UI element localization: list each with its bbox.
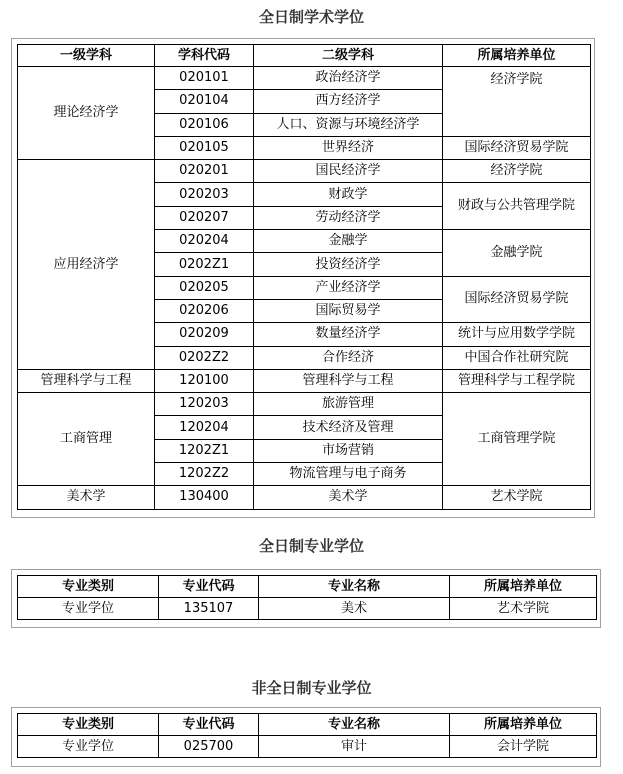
unit-cell: 工商管理学院 (443, 393, 591, 486)
code-cell: 120100 (155, 369, 254, 392)
subject-cell: 世界经济 (254, 136, 443, 159)
subject-cell: 投资经济学 (254, 253, 443, 276)
professional-section-title: 全日制专业学位 (258, 537, 364, 555)
code-cell: 020206 (155, 299, 254, 322)
major-cell: 美术 (259, 598, 450, 620)
header-cell: 二级学科 (254, 45, 443, 67)
subject-cell: 劳动经济学 (254, 206, 443, 229)
unit-cell: 统计与应用数学学院 (443, 323, 591, 346)
parttime-table (17, 713, 597, 758)
table-row (18, 486, 591, 509)
code-cell: 120203 (155, 393, 254, 416)
subject-cell: 物流管理与电子商务 (254, 463, 443, 486)
code-cell: 1202Z1 (155, 439, 254, 462)
unit-cell: 艺术学院 (450, 598, 597, 620)
code-cell: 020106 (155, 113, 254, 136)
subject-cell: 管理科学与工程 (254, 369, 443, 392)
header-cell: 专业类别 (18, 576, 159, 598)
subject-cell: 美术学 (254, 486, 443, 509)
table-row (18, 598, 597, 620)
header-cell: 所属培养单位 (443, 45, 591, 67)
subject-cell: 财政学 (254, 183, 443, 206)
code-cell: 025700 (159, 736, 259, 758)
unit-cell: 财政与公共管理学院 (443, 183, 591, 230)
category-cell: 专业学位 (18, 736, 159, 758)
code-cell: 020203 (155, 183, 254, 206)
unit-cell: 中国合作社研究院 (443, 346, 591, 369)
unit-cell: 会计学院 (450, 736, 597, 758)
code-cell: 1202Z2 (155, 463, 254, 486)
unit-cell: 国际经济贸易学院 (443, 136, 591, 159)
header-cell: 专业代码 (159, 576, 259, 598)
category-cell: 专业学位 (18, 598, 159, 620)
subject-cell: 国民经济学 (254, 160, 443, 183)
subject-cell: 金融学 (254, 230, 443, 253)
subject-cell: 合作经济 (254, 346, 443, 369)
subject-cell: 西方经济学 (254, 90, 443, 113)
subject-cell: 旅游管理 (254, 393, 443, 416)
header-cell: 所属培养单位 (450, 576, 597, 598)
code-cell: 020104 (155, 90, 254, 113)
subject-cell: 数量经济学 (254, 323, 443, 346)
subject-cell: 产业经济学 (254, 276, 443, 299)
discipline-cell: 管理科学与工程 (18, 369, 155, 392)
table-row (18, 67, 591, 90)
professional-table (17, 575, 597, 620)
table-row (18, 369, 591, 392)
table-header-row (18, 714, 597, 736)
code-cell: 0202Z2 (155, 346, 254, 369)
unit-cell: 经济学院 (443, 67, 591, 137)
header-cell: 专业代码 (159, 714, 259, 736)
major-cell: 审计 (259, 736, 450, 758)
code-cell: 020201 (155, 160, 254, 183)
header-cell: 一级学科 (18, 45, 155, 67)
code-cell: 135107 (159, 598, 259, 620)
unit-cell: 管理科学与工程学院 (443, 369, 591, 392)
subject-cell: 市场营销 (254, 439, 443, 462)
table-row (18, 393, 591, 416)
academic-table (17, 44, 591, 510)
subject-cell: 国际贸易学 (254, 299, 443, 322)
code-cell: 130400 (155, 486, 254, 509)
table-row (18, 736, 597, 758)
discipline-cell: 应用经济学 (18, 160, 155, 370)
subject-cell: 技术经济及管理 (254, 416, 443, 439)
code-cell: 120204 (155, 416, 254, 439)
code-cell: 020204 (155, 230, 254, 253)
unit-cell: 国际经济贸易学院 (443, 276, 591, 323)
table-header-row (18, 45, 591, 67)
code-cell: 020207 (155, 206, 254, 229)
code-cell: 020105 (155, 136, 254, 159)
table-row (18, 160, 591, 183)
discipline-cell: 工商管理 (18, 393, 155, 486)
unit-cell: 艺术学院 (443, 486, 591, 509)
subject-cell: 政治经济学 (254, 67, 443, 90)
header-cell: 专业名称 (259, 576, 450, 598)
table-header-row (18, 576, 597, 598)
parttime-section-title: 非全日制专业学位 (251, 679, 372, 697)
unit-cell: 金融学院 (443, 230, 591, 277)
code-cell: 020205 (155, 276, 254, 299)
header-cell: 学科代码 (155, 45, 254, 67)
code-cell: 020101 (155, 67, 254, 90)
discipline-cell: 理论经济学 (18, 67, 155, 160)
unit-cell: 经济学院 (443, 160, 591, 183)
code-cell: 0202Z1 (155, 253, 254, 276)
academic-section-title: 全日制学术学位 (258, 8, 364, 26)
header-cell: 所属培养单位 (450, 714, 597, 736)
header-cell: 专业名称 (259, 714, 450, 736)
code-cell: 020209 (155, 323, 254, 346)
discipline-cell: 美术学 (18, 486, 155, 509)
header-cell: 专业类别 (18, 714, 159, 736)
subject-cell: 人口、资源与环境经济学 (254, 113, 443, 136)
